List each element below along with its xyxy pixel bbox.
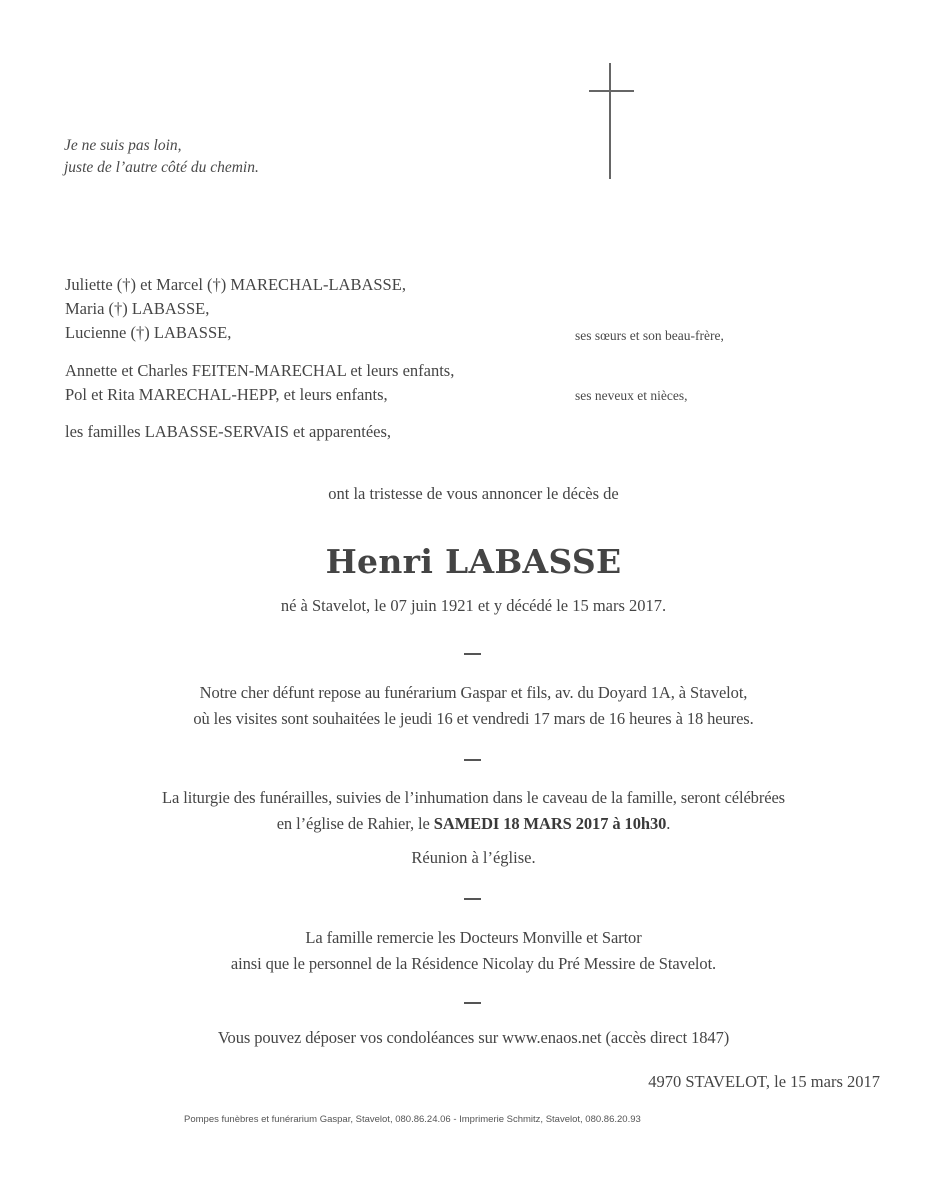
family-line: Maria (†) LABASSE, xyxy=(65,299,210,318)
funeral-datetime: SAMEDI 18 MARS 2017 à 10h30 xyxy=(433,814,667,833)
separator-dash xyxy=(464,759,481,761)
funeral-line: La liturgie des funérailles, suivies de l’inhumation dans le caveau de la famille, seront célébrées xyxy=(162,788,785,807)
family-line: Annette et Charles FEITEN-MARECHAL et leurs enfants, xyxy=(65,361,455,380)
announcement-text: ont la tristesse de vous annoncer le décès de xyxy=(328,484,619,503)
family-line: les familles LABASSE-SERVAIS et apparentées, xyxy=(65,422,392,441)
separator-dash xyxy=(464,1002,481,1004)
thanks-text xyxy=(0,925,947,977)
cross-vertical-bar xyxy=(609,63,611,179)
family-line: Pol et Rita MARECHAL-HEPP, et leurs enfants, xyxy=(65,385,388,404)
thanks-line: La famille remercie les Docteurs Monville et Sartor xyxy=(305,928,642,947)
meeting-text: Réunion à l’église. xyxy=(411,848,536,867)
cross-horizontal-bar xyxy=(589,90,634,92)
epigraph-line: juste de l’autre côté du chemin. xyxy=(64,159,259,176)
epigraph xyxy=(64,135,259,179)
epigraph-line: Je ne suis pas loin, xyxy=(64,137,182,154)
relation-label: ses sœurs et son beau-frère, xyxy=(575,328,724,343)
family-line: Juliette (†) et Marcel (†) MARECHAL-LABASSE, xyxy=(65,275,406,294)
visitation-line: Notre cher défunt repose au funérarium Gaspar et fils, av. du Doyard 1A, à Stavelot, xyxy=(199,683,748,702)
visitation-line: où les visites sont souhaitées le jeudi 16 et vendredi 17 mars de 16 heures à 18 heures. xyxy=(193,709,754,728)
thanks-line: ainsi que le personnel de la Résidence Nicolay du Pré Messire de Stavelot. xyxy=(230,954,717,973)
funeral-text xyxy=(0,785,947,837)
place-date: 4970 STAVELOT, le 15 mars 2017 xyxy=(648,1072,880,1091)
family-line: Lucienne (†) LABASSE, xyxy=(65,323,232,342)
funeral-location: en l’église de Rahier, le xyxy=(276,814,434,833)
footer-credits: Pompes funèbres et funérarium Gaspar, Stavelot, 080.86.24.06 - Imprimerie Schmitz, Stavelot, 080.86.20.93 xyxy=(184,1114,641,1125)
deceased-name: Henri LABASSE xyxy=(325,542,622,581)
family-group-siblings xyxy=(65,273,406,345)
deceased-dates: né à Stavelot, le 07 juin 1921 et y décédé le 15 mars 2017. xyxy=(280,596,667,615)
relation-label: ses neveux et nièces, xyxy=(575,388,688,403)
family-group-relatives xyxy=(65,420,391,444)
funeral-punct: . xyxy=(666,814,671,833)
family-group-nephews xyxy=(65,359,454,407)
visitation-text xyxy=(0,680,947,732)
separator-dash xyxy=(464,898,481,900)
funeral-line xyxy=(0,811,947,837)
separator-dash xyxy=(464,653,481,655)
condolences-text: Vous pouvez déposer vos condoléances sur www.enaos.net (accès direct 1847) xyxy=(217,1028,730,1047)
